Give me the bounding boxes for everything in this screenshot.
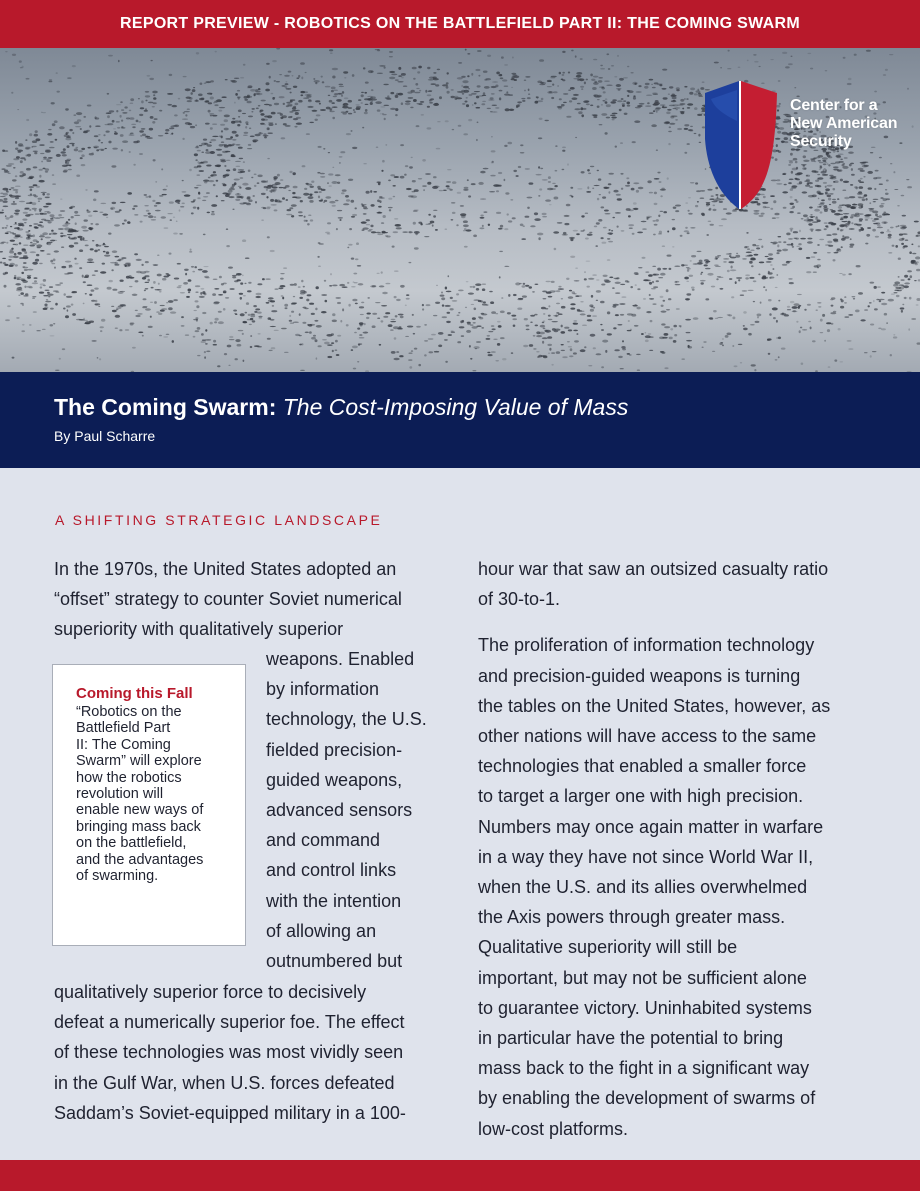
text-line: in the Gulf War, when U.S. forces defeated xyxy=(54,1072,395,1093)
sidebar-callout xyxy=(52,664,246,946)
text-line: to target a larger one with high precision. xyxy=(478,786,804,807)
wrapped-text-column xyxy=(266,644,446,976)
text-line: advanced sensors xyxy=(266,800,413,821)
logo-line: Security xyxy=(790,133,852,150)
byline: By Paul Scharre xyxy=(54,428,156,444)
hero-image xyxy=(0,48,920,372)
text-line: by enabling the development of swarms of xyxy=(478,1088,816,1109)
logo-line: Center for a xyxy=(790,97,878,114)
sidebar-line: Swarm” will explore xyxy=(76,753,202,770)
text-line: and control links xyxy=(266,860,397,881)
text-line: other nations will have access to the same xyxy=(478,726,817,747)
text-line: with the intention xyxy=(266,890,402,911)
sidebar-line: of swarming. xyxy=(76,868,159,885)
lower-text xyxy=(54,977,406,1128)
title-subtitle: The Cost-Imposing Value of Mass xyxy=(282,394,629,420)
report-title xyxy=(54,394,628,421)
text-line: defeat a numerically superior foe. The effect xyxy=(54,1012,405,1033)
text-line: the Axis powers through greater mass. xyxy=(478,907,786,928)
text-line: of allowing an xyxy=(266,920,377,941)
sidebar-title: Coming this Fall xyxy=(76,685,193,702)
text-line: in particular have the potential to bring xyxy=(478,1028,784,1049)
text-line: qualitatively superior force to decisively xyxy=(54,982,367,1002)
banner-text: REPORT PREVIEW - ROBOTICS ON THE BATTLEFIELD PART II: THE COMING SWARM xyxy=(120,15,800,32)
shield-icon xyxy=(701,81,781,211)
text-line: of 30-to-1. xyxy=(478,589,561,610)
text-line: of these technologies was most vividly seen xyxy=(54,1042,404,1063)
sidebar-line: enable new ways of xyxy=(76,802,204,819)
sidebar-line: Battlefield Part xyxy=(76,720,171,737)
sidebar-line: and the advantages xyxy=(76,851,204,868)
text-line: technology, the U.S. xyxy=(266,709,427,730)
text-line: hour war that saw an outsized casualty ratio xyxy=(478,559,829,579)
sidebar-line: bringing mass back xyxy=(76,818,201,835)
title-main: The Coming Swarm: xyxy=(54,394,277,420)
logo-text xyxy=(790,97,910,151)
text-line: fielded precision- xyxy=(266,739,403,760)
sidebar-line: on the battlefield, xyxy=(76,835,187,852)
text-line: Qualitative superiority will still be xyxy=(478,937,738,958)
text-line: important, but may not be sufficient alone xyxy=(478,967,807,988)
top-banner xyxy=(0,0,920,48)
text-line: outnumbered but xyxy=(266,951,403,972)
section-heading: A SHIFTING STRATEGIC LANDSCAPE xyxy=(55,512,383,528)
text-line: The proliferation of information technology xyxy=(478,635,815,656)
bottom-bar xyxy=(0,1160,920,1191)
sidebar-line: revolution will xyxy=(76,786,164,803)
text-line: weapons. Enabled xyxy=(266,649,415,669)
right-column xyxy=(478,554,878,1144)
text-line: Numbers may once again matter in warfare xyxy=(478,816,824,837)
paragraph xyxy=(478,630,878,1143)
text-line: by information xyxy=(266,679,380,700)
text-line: mass back to the fight in a significant way xyxy=(478,1058,810,1079)
cnas-logo xyxy=(701,81,911,211)
sidebar-line: “Robotics on the xyxy=(76,704,182,720)
text-line: in a way they have not since World War II, xyxy=(478,846,814,867)
text-line: the tables on the United States, however, as xyxy=(478,695,831,716)
text-line: Saddam’s Soviet-equipped military in a 100- xyxy=(54,1102,406,1123)
text-line: superiority with qualitatively superior xyxy=(54,619,344,640)
text-line: and precision-guided weapons is turning xyxy=(478,665,801,686)
text-line: low-cost platforms. xyxy=(478,1118,629,1139)
sidebar-line: II: The Coming xyxy=(76,736,171,753)
text-line: and command xyxy=(266,830,381,851)
title-band xyxy=(0,372,920,468)
text-line: “offset” strategy to counter Soviet numerical xyxy=(54,589,402,610)
text-line: guided weapons, xyxy=(266,769,403,790)
sidebar-line: how the robotics xyxy=(76,769,182,786)
logo-line: New American xyxy=(790,115,898,132)
sidebar-body xyxy=(76,704,227,884)
text-line: when the U.S. and its allies overwhelmed xyxy=(478,877,808,898)
text-line: In the 1970s, the United States adopted an xyxy=(54,559,397,579)
text-line: to guarantee victory. Uninhabited systems xyxy=(478,997,812,1018)
text-line: technologies that enabled a smaller force xyxy=(478,756,807,777)
